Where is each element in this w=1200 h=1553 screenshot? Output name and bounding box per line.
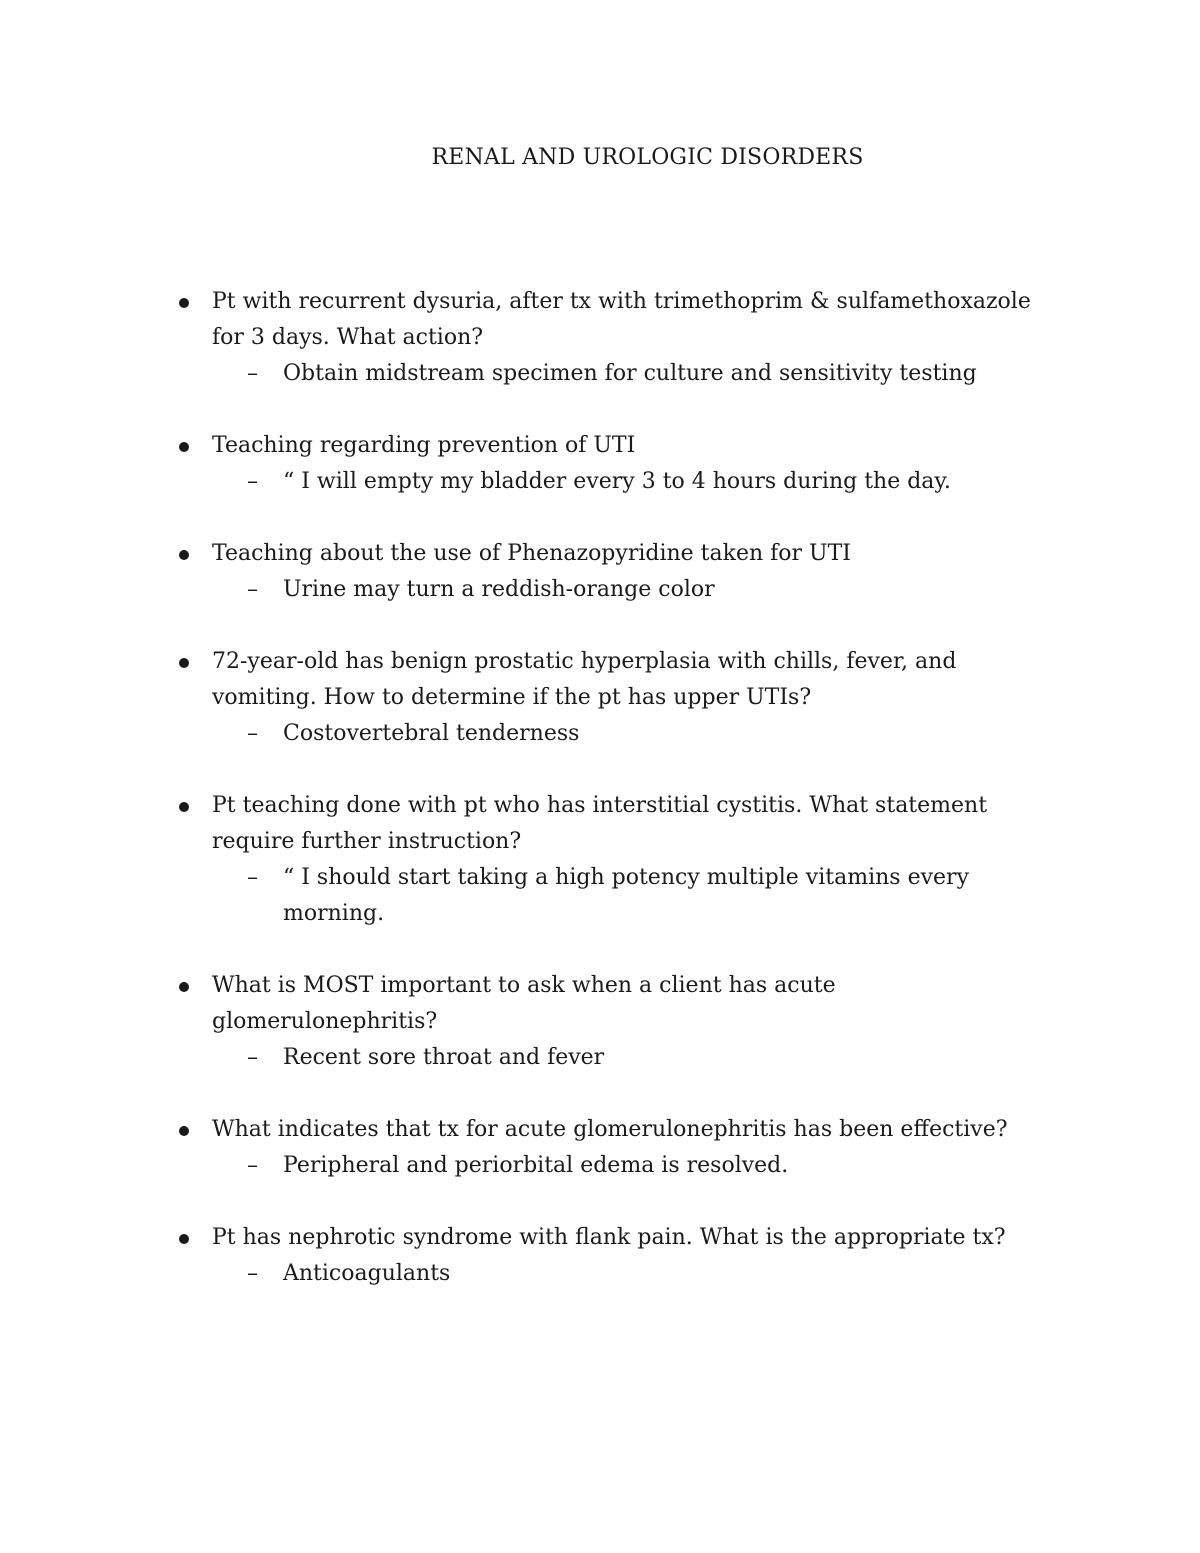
question-text: Teaching about the use of Phenazopyridine taken for UTI — [212, 541, 851, 566]
question-text: What indicates that tx for acute glomerulonephritis has been effective? — [212, 1117, 1008, 1142]
dash-icon: – — [247, 361, 258, 386]
dash-icon: – — [247, 1045, 258, 1070]
answer-row — [247, 572, 1043, 608]
list-item — [0, 968, 1200, 1076]
bullet-icon — [179, 1234, 189, 1244]
bullet-icon — [179, 802, 189, 812]
answer-row — [247, 1040, 1043, 1076]
answer-row — [247, 716, 1043, 752]
bullet-icon — [179, 658, 189, 668]
dash-icon: – — [247, 865, 258, 890]
list-item — [0, 1112, 1200, 1184]
dash-icon: – — [247, 1261, 258, 1286]
answer-text: Obtain midstream specimen for culture and sensitivity testing — [283, 361, 977, 386]
answer-text: “ I will empty my bladder every 3 to 4 hours during the day. — [283, 469, 951, 494]
dash-icon: – — [247, 577, 258, 602]
list-item — [0, 536, 1200, 608]
list-item — [0, 788, 1200, 932]
list-item — [0, 284, 1200, 392]
question-text: 72-year-old has benign prostatic hyperplasia with chills, fever, and vomiting. How to determine if the pt has upper UTIs? — [212, 649, 957, 710]
answer-text: Peripheral and periorbital edema is resolved. — [283, 1153, 789, 1178]
question-list — [0, 284, 1200, 1328]
bullet-icon — [179, 982, 189, 992]
question-text: What is MOST important to ask when a client has acute glomerulonephritis? — [212, 973, 836, 1034]
answer-text: Recent sore throat and fever — [283, 1045, 605, 1070]
answer-text: Anticoagulants — [283, 1261, 451, 1286]
page-title: RENAL AND UROLOGIC DISORDERS — [431, 145, 864, 170]
dash-icon: – — [247, 721, 258, 746]
list-item — [0, 428, 1200, 500]
answer-row — [247, 1256, 1043, 1292]
dash-icon: – — [247, 1153, 258, 1178]
question-text: Pt has nephrotic syndrome with flank pain. What is the appropriate tx? — [212, 1225, 1006, 1250]
question-text: Pt with recurrent dysuria, after tx with trimethoprim & sulfamethoxazole for 3 days. What action? — [212, 289, 1031, 350]
answer-row — [247, 356, 1043, 392]
list-item — [0, 644, 1200, 752]
answer-text: Costovertebral tenderness — [283, 721, 580, 746]
answer-row — [247, 464, 1043, 500]
answer-row — [247, 1148, 1043, 1184]
bullet-icon — [179, 550, 189, 560]
bullet-icon — [179, 1126, 189, 1136]
answer-text: Urine may turn a reddish-orange color — [283, 577, 715, 602]
answer-text: “ I should start taking a high potency multiple vitamins every morning. — [283, 865, 969, 926]
bullet-icon — [179, 442, 189, 452]
question-text: Pt teaching done with pt who has interstitial cystitis. What statement require further instruction? — [212, 793, 988, 854]
list-item — [0, 1220, 1200, 1292]
answer-row — [247, 860, 1043, 932]
question-text: Teaching regarding prevention of UTI — [212, 433, 636, 458]
dash-icon: – — [247, 469, 258, 494]
bullet-icon — [179, 298, 189, 308]
